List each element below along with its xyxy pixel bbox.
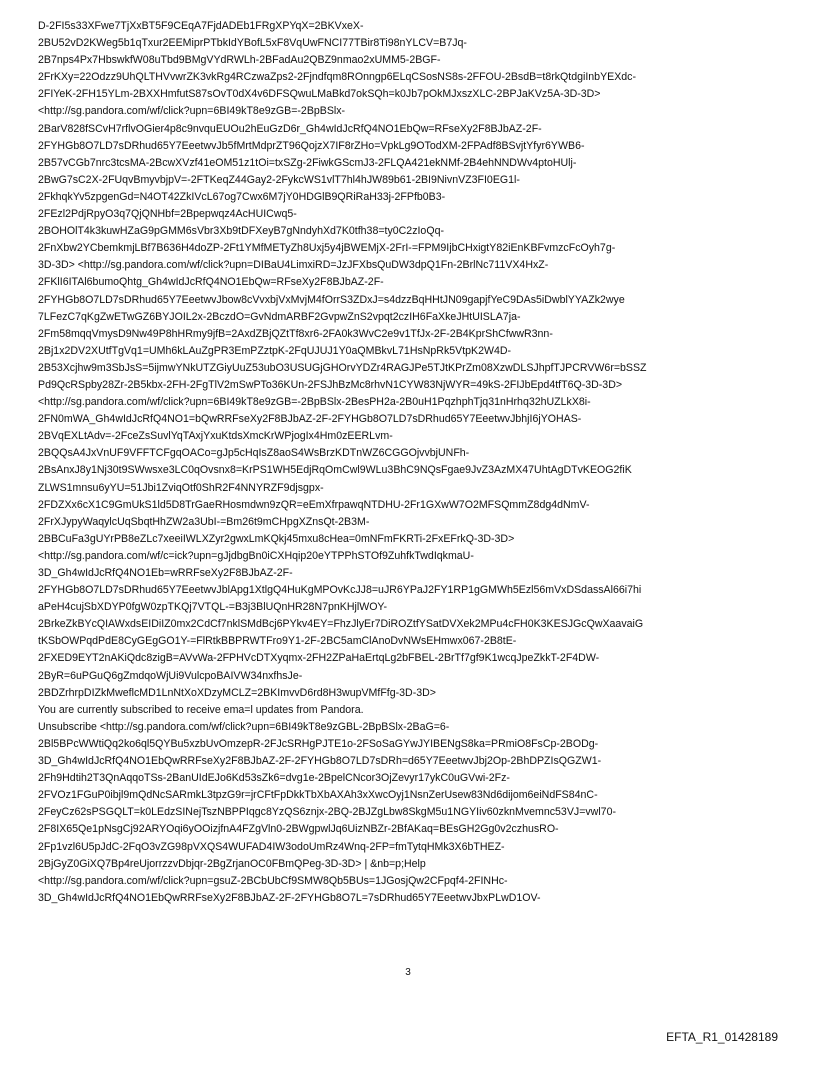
- document-id-stamp: EFTA_R1_01428189: [666, 1030, 778, 1044]
- text-line: D-2FI5s33XFwe7TjXxBT5F9CEqA7FjdADEb1FRgXPYqX=2BKVxeX-: [38, 20, 364, 32]
- text-line: 2BOHOlT4k3kuwHZaG9pGMM6sVbr3Xb9tDFXeyB7gNndyhXd7K0tfh38=ty0C2zIoQq-: [38, 225, 444, 238]
- text-line: 2BsAnxJ8y1Nj30t9SWwsxe3LC0qOvsnx8=KrPS1WH5EdjRqOmCwl9WLu3BhC9NQsFgae9JvZ3AzMX47UhtAgDTvKEOG2fiK: [38, 464, 632, 477]
- text-line: 2FkhqkYv5zpgenGd=N4OT42ZkIVcL67og7Cwx6M7jY0HDGlB9QRiRaH33j-2FPfb0B3-: [38, 190, 446, 203]
- text-line: aPeH4cujSbXDYP0fgW0zpTKQj7VTQL-=B3j3BlUQnHR28N7pnKHjlWOY-: [38, 601, 388, 614]
- text-line: 2FnXbw2YCbemkmjLBf7B636H4doZP-2Ft1YMfMETyZh8Uxj5y4jBWEMjX-2FrI-=FPM9IjbCHxigtY82iEnKBFvmzcFcOyh7g-: [38, 242, 616, 255]
- text-line: 2FeyCz62sPSGQLT=k0LEdzSINejTszNBPPIqgc8YzQS6znjx-2BQ-2BJZgLbw8SkgM5u1NGYIiv60zknMvemnc53VJ=vwl70-: [38, 806, 616, 819]
- text-line: ZLWS1mnsu6yYU=51Jbi1ZviqOtf0ShR2F4NNYRZF9djsgpx-: [38, 481, 324, 494]
- text-line: 2B53Xcjhw9m3SbJsS=5ijmwYNkUTZGiyUuZ53ubO3USUGjGHOrvYDZr4RAGJPe5TJtKPrZm08XzwDLSJhpfTJPCRVW6r=bSSZ: [38, 361, 647, 374]
- text-line: Unsubscribe <http://sg.pandora.com/wf/click?upn=6BI49kT8e9zGBL-2BpBSlx-2BaG=6-: [38, 720, 450, 733]
- text-line: 2F8IX65Qe1pNsgCj92ARYOqi6yOOizjfnA4FZgVln0-2BWgpwlJq6UizNBZr-2BfAKaq=BEsGH2Gg0v2czhusRO-: [38, 823, 559, 836]
- page-number: 3: [405, 967, 411, 978]
- text-line: 2FYHGb8O7LD7sDRhud65Y7EeetwvJblApg1XtlgQ4HuKgMPOvKcJJ8=uJR6YPaJ2FY1RP1gGMWh5Ezl56mVxDSdassAl66i7hi: [38, 584, 642, 597]
- text-line: 2FrKXy=22Odzz9UhQLTHVvwrZK3vkRg4RCzwaZps2-2Fjndfqm8ROnngp6ELqCSosNS8s-2FFOU-2BsdB=t8rkQtdgiInbYEXdc-: [38, 71, 636, 84]
- text-line: tKSbOWPqdPdE8CyGEgGO1Y-=FlRtkBBPRWTFro9Y1-2F-2BC5amClAnoDvNWsEHmwx067-2B8tE-: [38, 635, 517, 648]
- text-line: 2BarV828fSCvH7rflvOGier4p8c9nvquEUOu2hEuGzD6r_Gh4wIdJcRfQ4NO1EbQw=RFseXy2F8BJbAZ-2F-: [38, 122, 542, 135]
- text-line: 3D_Gh4wIdJcRfQ4NO1EbQwRRFseXy2F8BJbAZ-2F-2FYHGb8O7L=7sDRhud65Y7EeetwvJbxPLwD1OV-: [38, 891, 541, 904]
- email-body-text: [38, 18, 786, 907]
- text-line: <http://sg.pandora.com/wf/click?upn=6BI49kT8e9zGB=-2BpBSlx-: [38, 105, 346, 118]
- text-line: <http://sg.pandora.com/wf/click?upn=6BI49kT8e9zGB=-2BpBSlx-2BesPH2a-2B0uH1PqzhphTjq31nHrhq32hUZLkX8i-: [38, 396, 591, 409]
- text-line: You are currently subscribed to receive ema=l updates from Pandora.: [38, 703, 364, 716]
- text-line: <http://sg.pandora.com/wf/click?upn=gsuZ-2BCbUbCf9SMW8Qb5BUs=1JGosjQw2CFpqf4-2FINHc-: [38, 874, 508, 887]
- text-line: 2FYHGb8O7LD7sDRhud65Y7EeetwvJb5fMrtMdprZT96QojzX7IF8rZHo=VpkLg9OTodXM-2FPAdf8BSvjtYfyr6YWB6-: [38, 139, 585, 152]
- text-line: 2FYHGb8O7LD7sDRhud65Y7EeetwvJbow8cVvxbjVxMvjM4fOrrS3ZDxJ=s4dzzBqHHtJN09gapjfYeC9DAs5iDwblYYAZk2wye: [38, 293, 625, 306]
- text-line: 2FrXJypyWaqylcUqSbqtHhZW2a3UbI-=Bm26t9mCHpgXZnsQt-2B3M-: [38, 515, 370, 528]
- text-line: 2FXED9EYT2nAKiQdc8zigB=AVvWa-2FPHVcDTXyqmx-2FH2ZPaHaErtqLg2bFBEL-2BrTf7gf9K1wcqJpeZkkT-2F4DW-: [38, 652, 600, 665]
- text-line: 2FN0mWA_Gh4wIdJcRfQ4NO1=bQwRRFseXy2F8BJbAZ-2F-2FYHGb8O7LD7sDRhud65Y7EeetwvJbhjI6jYOHAS-: [38, 413, 582, 426]
- text-line: 2FKlI6ITAl6bumoQhtg_Gh4wIdJcRfQ4NO1EbQw=RFseXy2F8BJbAZ-2F-: [38, 276, 384, 289]
- text-line: 2BU52vD2KWeg5b1qTxur2EEMiprPTbkIdYBofL5xF8VqUwFNCI77TBir8Ti98nYLCV=B7Jq-: [38, 37, 467, 50]
- text-line: 2B7nps4Px7HbswkfW08uTbd9BMgVYdRWLh-2BFadAu2QBZ9nmao2xUMM5-2BGF-: [38, 54, 441, 67]
- text-line: 2BrkeZkBYcQIAWxdsEIDiIZ0mx2CdCf7nklSMdBcj6PYkv4EY=FhzJlyEr7DiROZtfYSatDVXek2MPu4cFH0K3KESJGcQwXaavaiG: [38, 618, 644, 631]
- text-line: 7LFezC7qKgZwETwGZ6BYJOIL2x-2BczdO=GvNdmARBF2GvpwZnS2vpqt2czIH6FaXkeJHtUISLA7ja-: [38, 310, 521, 323]
- text-line: 2FVOz1FGuP0ibjl9mQdNcSARmkL3tpzG9r=jrCFtFpDkkTbXbAXAh3xXwcOyj1NsnZerUsew83Nd6dijom6eiNdFS84nC-: [38, 789, 598, 802]
- text-line: Pd9QcRSpby28Zr-2B5kbx-2FH-2FgTlV2mSwPTo36KUn-2FSJhBzMc8rhvN1CYW83NjWYR=49kS-2FIJbEpd4tfT6Q-3D-3D>: [38, 378, 623, 391]
- text-line: 2BQQsA4JxVnUF9VFFTCFgqOACo=gJp5cHqIsZ8aoS4WsBrzKDTnWZ6CGGOjvvbjUNFh-: [38, 447, 470, 460]
- text-line: 2B57vCGb7nrc3tcsMA-2BcwXVzf41eOM51z1tOi=txSZg-2FiwkGScmJ3-2FLQA421ekNMf-2B4ehNNDWv4ptoHUlj-: [38, 156, 577, 169]
- text-line: 2Bl5BPcWWtiQq2ko6ql5QYBu5xzbUvOmzepR-2FJcSRHgPJTE1o-2FSoSaGYwJYIBENgS8ka=PRmiO8FsCp-2BODg-: [38, 737, 599, 750]
- text-line: 2BjGyZ0GiXQ7Bp4reUjorrzzvDbjqr-2BgZrjanOC0FBmQPeg-3D-3D> | &nb=p;Help: [38, 857, 426, 870]
- text-line: 2Fp1vzl6U5pJdC-2FqO3vZG98pVXQS4WUFAD4IW3odoUmRz4Wnq-2FP=fmTytqHMk3X6bTHEZ-: [38, 840, 505, 853]
- text-line: 2FEzl2PdjRpyO3q7QjQNHbf=2Bpepwqz4AcHUICwq5-: [38, 208, 297, 221]
- text-line: 2BVqEXLtAdv=-2FceZsSuvlYqTAxjYxuKtdsXmcKrWPjogIx4Hm0zEERLvm-: [38, 430, 393, 443]
- text-line: 2FIYeK-2FH15YLm-2BXXHmfutS87sOvT0dX4v6DFSQwuLMaBkd7okSQh=k0Jb7pOkMJxszXLC-2BPJaKVz5A-3D-3D>: [38, 88, 601, 101]
- text-line: 2BBCuFa3gUYrPB8eZLc7xeeiIWLXZyr2gwxLmKQkj45mxu8cHea=0mNFmFKRTi-2FxEFrkQ-3D-3D>: [38, 532, 515, 545]
- text-line: 3D-3D> <http://sg.pandora.com/wf/click?upn=DIBaU4LimxiRD=JzJFXbsQuDW3dpQ1Fn-2BrlNc711VX4HxZ-: [38, 259, 549, 272]
- text-line: 2FDZXx6cX1C9GmUkS1ld5D8TrGaeRHosmdwn9zQR=eEmXfrpawqNTDHU-2Fr1GXwW7O2MFSQmmZ8dg4dNmV-: [38, 498, 590, 511]
- text-line: 2BDZrhrpDIZkMweflcMD1LnNtXoXDzyMCLZ=2BKImvvD6rd8H3wupVMfFfg-3D-3D>: [38, 686, 436, 699]
- text-line: 2ByR=6uPGuQ6gZmdqoWjUi9VulcpoBAIVW34nxfhsJe-: [38, 669, 303, 682]
- text-line: 2Fm58mqqVmysD9Nw49P8hHRmy9jfB=2AxdZBjQZtTf8xr6-2FA0k3WvC2e9v1TfJx-2F-2B4KprShCfwwR3nn-: [38, 327, 553, 340]
- text-line: 2BwG7sC2X-2FUqvBmyvbjpV=-2FTKeqZ44Gay2-2FykcWS1vlT7hl4hJW89b61-2BI9NivnVZ3FI0EG1l-: [38, 173, 520, 186]
- text-line: 2Fh9Hdtih2T3QnAqqoTSs-2BanUIdEJo6Kd53sZk6=dvg1e-2BpelCNcor3OjZevyr17ykC0uGVwi-2Fz-: [38, 772, 510, 785]
- text-line: <http://sg.pandora.com/wf/c=ick?upn=gJjdbgBn0iCXHqip20eYTPPhSTOf9ZuhfkTwdIqkmaU-: [38, 549, 474, 562]
- text-line: 3D_Gh4wIdJcRfQ4NO1Eb=wRRFseXy2F8BJbAZ-2F-: [38, 567, 293, 579]
- text-line: 2Bj1x2DV2XUtfTgVq1=UMh6kLAuZgPR3EmPZztpK-2FqUJUJ1Y0aQMBkvL71HsNpRk5VtpK2W4D-: [38, 344, 512, 357]
- text-line: 3D_Gh4wIdJcRfQ4NO1EbQwRRFseXy2F8BJbAZ-2F-2FYHGb8O7LD7sDRh=d65Y7EeetwvJbj2Op-2BhDPZIsQGZW1-: [38, 755, 602, 768]
